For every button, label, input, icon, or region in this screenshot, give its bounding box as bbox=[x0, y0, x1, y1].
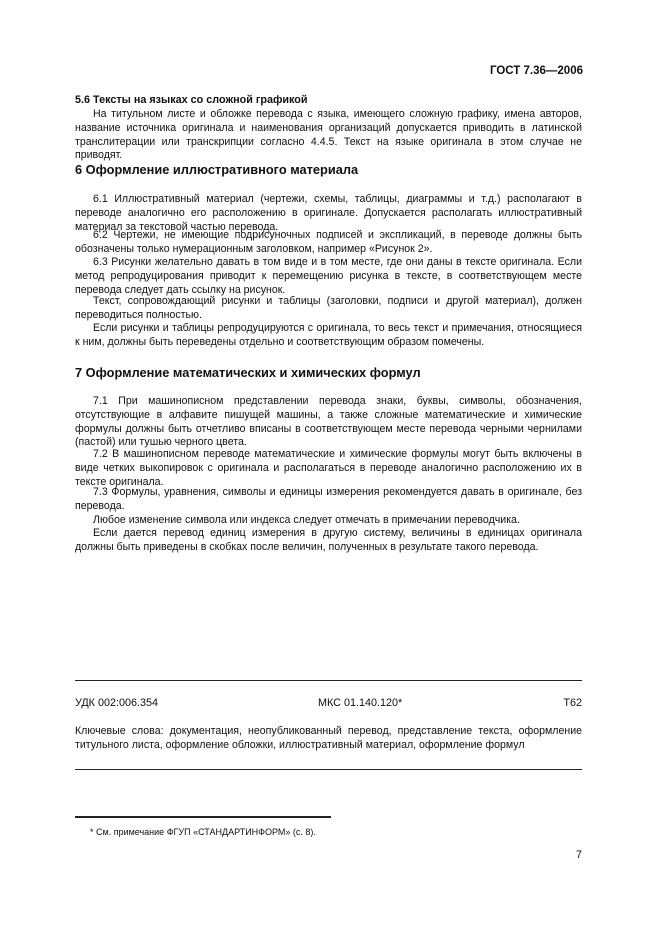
para-6-reproduction: Если рисунки и таблицы репродуцируются с оригинала, то весь текст и примечания, относящиеся к ним, должны быть переведены отдельно и соответствующим образом помечены. bbox=[75, 322, 582, 348]
top-divider bbox=[75, 680, 582, 681]
keywords: Ключевые слова: документация, неопубликованный перевод, представление текста, оформление титульного листа, оформление обложки, иллюстративный материал, оформление формул bbox=[75, 725, 582, 751]
para-6-2: 6.2 Чертежи, не имеющие подрисуночных подписей и экспликаций, в переводе должны быть обозначены только нумерационным заголовком, например «Рисунок 2». bbox=[75, 229, 582, 255]
para-7-2: 7.2 В машинописном переводе математические и химические формулы могут быть включены в виде четких выкопировок с оригинала и располагаться в переводе аналогично расположению их в тексте оригинала. bbox=[75, 448, 582, 488]
page-number: 7 bbox=[575, 849, 582, 861]
section-6-title: 6 Оформление иллюстративного материала bbox=[75, 162, 359, 177]
group-code: Т62 bbox=[563, 697, 582, 709]
para-6-3: 6.3 Рисунки желательно давать в том виде и в том месте, где они даны в тексте оригинала. Если метод репродуцирования приводит к перемещению рисунка в тексте, в соответствующем месте перевода следует дать ссылку на рисунок. bbox=[75, 256, 582, 296]
standard-header: ГОСТ 7.36—2006 bbox=[489, 65, 583, 77]
para-7-symbol-change: Любое изменение символа или индекса следует отмечать в примечании переводчика. bbox=[93, 514, 520, 526]
para-7-1: 7.1 При машинописном представлении перевода знаки, буквы, символы, обозначения, отсутствующие в алфавите пишущей машины, а также сложные математические и химические формулы должны быть отчетливо вписаны в соответствующем месте перевода черными чернилами (пастой) или тушью черного цвета. bbox=[75, 395, 582, 449]
para-6-text: Текст, сопровождающий рисунки и таблицы (заголовки, подписи и другой материал), должен переводиться полностью. bbox=[75, 295, 582, 321]
footnote: * См. примечание ФГУП «СТАНДАРТИНФОРМ» (с. 8). bbox=[90, 827, 316, 837]
section-5-6-paragraph: На титульном листе и обложке перевода с языка, имеющего сложную графику, имена авторов, название источника оригинала и наименования организаций допускается приводить в латинской транслитерации или транскрипции согласно 4.4.5. Текст на языке оригинала в этом случае не приводят. bbox=[75, 108, 582, 162]
section-7-title: 7 Оформление математических и химических формул bbox=[75, 365, 421, 380]
bottom-divider bbox=[75, 769, 582, 770]
mks-code: МКС 01.140.120* bbox=[318, 697, 403, 709]
para-7-unit-conversion: Если дается перевод единиц измерения в другую систему, величины в единицах оригинала должны быть приведены в скобках после величин, полученных в результате такого перевода. bbox=[75, 527, 582, 553]
section-5-6-title: 5.6 Тексты на языках со сложной графикой bbox=[75, 94, 308, 106]
footnote-divider bbox=[75, 816, 331, 818]
para-6-1: 6.1 Иллюстративный материал (чертежи, схемы, таблицы, диаграммы и т.д.) располагают в переводе аналогично его расположению в оригинале. Допускается располагать иллюстративный материал за текстовой частью перевода. bbox=[75, 193, 582, 233]
para-7-3: 7.3 Формулы, уравнения, символы и единицы измерения рекомендуется давать в оригинале, без перевода. bbox=[75, 486, 582, 512]
udk-code: УДК 002:006.354 bbox=[75, 697, 159, 709]
